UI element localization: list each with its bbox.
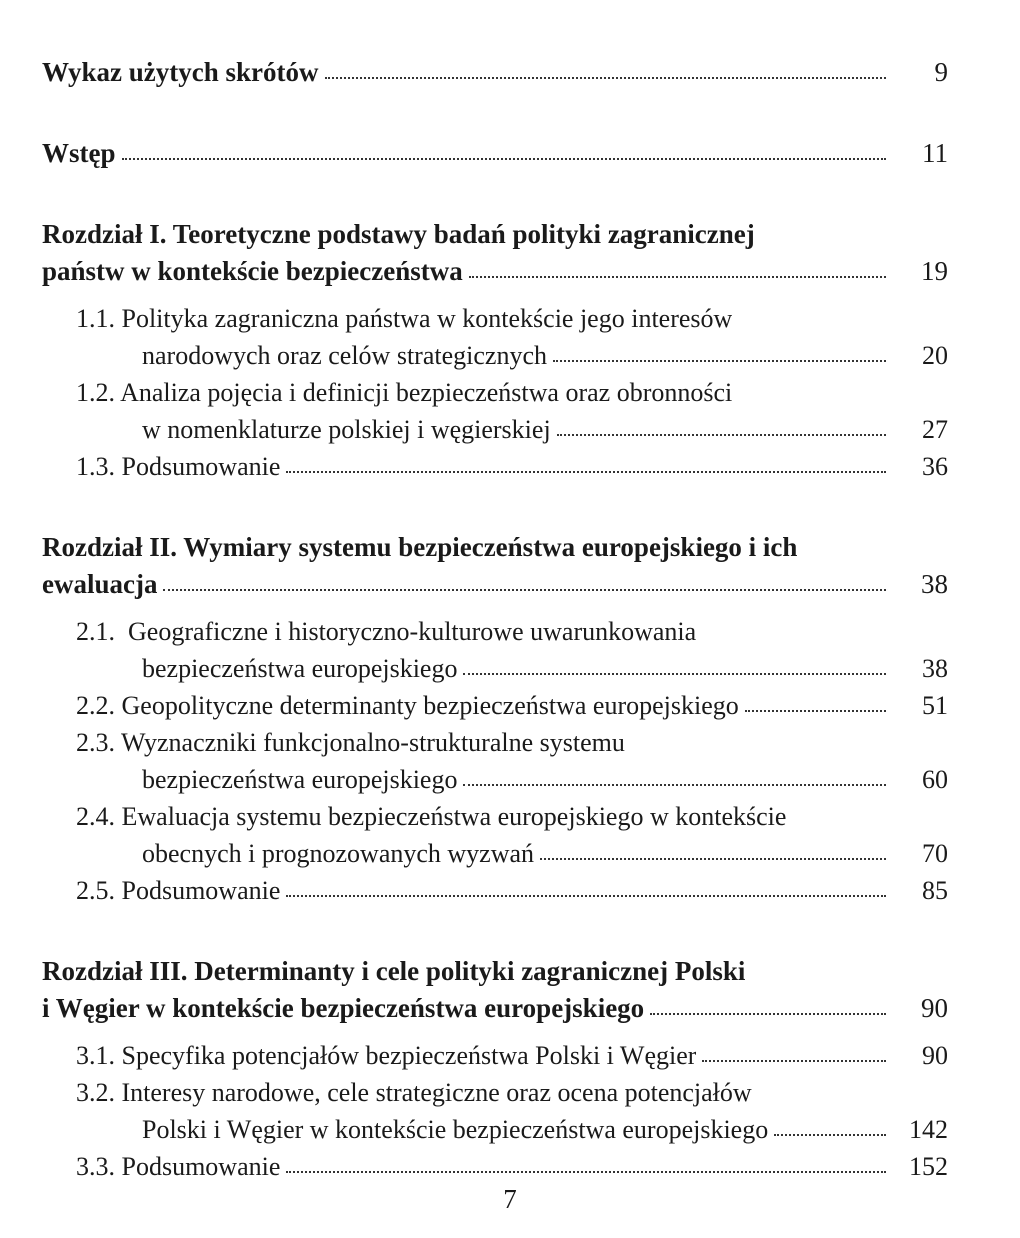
dot-leader <box>557 430 886 436</box>
section-title-line1: Podsumowanie <box>121 1152 281 1181</box>
toc-entry-abbreviations[interactable] <box>42 54 948 91</box>
chapter-title-line1: Rozdział I. Teoretyczne podstawy badań polityki zagranicznej <box>42 219 755 249</box>
dot-leader <box>553 356 886 362</box>
section-number: 3.2. <box>76 1078 115 1107</box>
section-page: 36 <box>922 452 948 481</box>
table-of-contents <box>42 54 948 1185</box>
toc-section-3-1[interactable] <box>42 1037 948 1074</box>
dot-leader <box>286 1167 886 1173</box>
section-page: 60 <box>922 765 948 794</box>
dot-leader <box>650 1009 886 1015</box>
toc-entry-page: 9 <box>934 57 948 87</box>
toc-chapter-1[interactable] <box>42 216 948 290</box>
section-title-line2: bezpieczeństwa europejskiego <box>142 654 458 683</box>
section-page: 51 <box>922 691 948 720</box>
section-title-line2: Polski i Węgier w kontekście bezpieczeństwa europejskiego <box>142 1115 769 1144</box>
section-number: 1.2. <box>76 378 115 407</box>
section-title-line1: Geograficzne i historyczno-kulturowe uwarunkowania <box>128 617 697 646</box>
dot-leader <box>163 585 886 591</box>
section-page: 152 <box>909 1152 948 1181</box>
chapter-title-line2: i Węgier w kontekście bezpieczeństwa europejskiego <box>42 993 645 1023</box>
section-number: 2.1. <box>76 617 115 646</box>
toc-section-2-3[interactable] <box>42 724 948 798</box>
dot-leader <box>286 467 886 473</box>
section-title-line1: Polityka zagraniczna państwa w kontekście jego interesów <box>121 304 733 333</box>
toc-section-2-2[interactable] <box>42 687 948 724</box>
section-title-line1: Wyznaczniki funkcjonalno-strukturalne systemu <box>121 728 625 757</box>
section-number: 1.1. <box>76 304 115 333</box>
toc-entry-title: Wykaz użytych skrótów <box>42 57 319 87</box>
section-page: 27 <box>922 415 948 444</box>
chapter-title-line1: Rozdział III. Determinanty i cele polityki zagranicznej Polski <box>42 956 746 986</box>
toc-section-2-5[interactable] <box>42 872 948 909</box>
dot-leader <box>286 891 886 897</box>
section-page: 38 <box>922 654 948 683</box>
section-title-line2: w nomenklaturze polskiej i węgierskiej <box>142 415 551 444</box>
toc-entry-page: 38 <box>921 569 948 599</box>
section-title-line1: Ewaluacja systemu bezpieczeństwa europejskiego w kontekście <box>121 802 787 831</box>
section-title-line2: obecnych i prognozowanych wyzwań <box>142 839 535 868</box>
toc-section-2-1[interactable] <box>42 613 948 687</box>
toc-section-1-1[interactable] <box>42 300 948 374</box>
toc-section-3-2[interactable] <box>42 1074 948 1148</box>
dot-leader <box>469 272 886 278</box>
section-number: 3.1. <box>76 1041 115 1070</box>
toc-entry-page: 19 <box>921 256 948 286</box>
toc-section-3-3[interactable] <box>42 1148 948 1185</box>
toc-entry-introduction[interactable] <box>42 135 948 172</box>
page-number: 7 <box>503 1184 517 1214</box>
toc-section-1-2[interactable] <box>42 374 948 448</box>
dot-leader <box>702 1056 886 1062</box>
section-title-line2: narodowych oraz celów strategicznych <box>142 341 547 370</box>
toc-entry-page: 90 <box>921 993 948 1023</box>
section-title-line1: Analiza pojęcia i definicji bezpieczeństwa oraz obronności <box>120 378 733 407</box>
section-number: 2.5. <box>76 876 115 905</box>
section-number: 1.3. <box>76 452 115 481</box>
section-title-line1: Podsumowanie <box>121 452 281 481</box>
toc-section-2-4[interactable] <box>42 798 948 872</box>
section-number: 2.3. <box>76 728 115 757</box>
dot-leader <box>463 780 886 786</box>
section-number: 2.4. <box>76 802 115 831</box>
toc-entry-title: Wstęp <box>42 138 116 168</box>
dot-leader <box>325 73 887 79</box>
dot-leader <box>774 1130 886 1136</box>
toc-chapter-2[interactable] <box>42 529 948 603</box>
toc-section-1-3[interactable] <box>42 448 948 485</box>
chapter-title-line2: ewaluacja <box>42 569 158 599</box>
section-title-line1: Specyfika potencjałów bezpieczeństwa Polski i Węgier <box>121 1041 697 1070</box>
toc-entry-page: 11 <box>922 138 948 168</box>
chapter-title-line2: państw w kontekście bezpieczeństwa <box>42 256 463 286</box>
section-page: 70 <box>922 839 948 868</box>
chapter-title-line1: Rozdział II. Wymiary systemu bezpieczeństwa europejskiego i ich <box>42 532 798 562</box>
section-page: 20 <box>922 341 948 370</box>
dot-leader <box>540 854 886 860</box>
section-number: 2.2. <box>76 691 115 720</box>
toc-chapter-3[interactable] <box>42 953 948 1027</box>
section-title-line1: Geopolityczne determinanty bezpieczeństwa europejskiego <box>121 691 739 720</box>
section-page: 90 <box>922 1041 948 1070</box>
section-title-line1: Interesy narodowe, cele strategiczne oraz ocena potencjałów <box>121 1078 752 1107</box>
section-page: 85 <box>922 876 948 905</box>
dot-leader <box>745 706 886 712</box>
section-page: 142 <box>909 1115 948 1144</box>
section-title-line1: Podsumowanie <box>121 876 281 905</box>
section-title-line2: bezpieczeństwa europejskiego <box>142 765 458 794</box>
section-number: 3.3. <box>76 1152 115 1181</box>
dot-leader <box>463 669 886 675</box>
dot-leader <box>122 154 887 160</box>
